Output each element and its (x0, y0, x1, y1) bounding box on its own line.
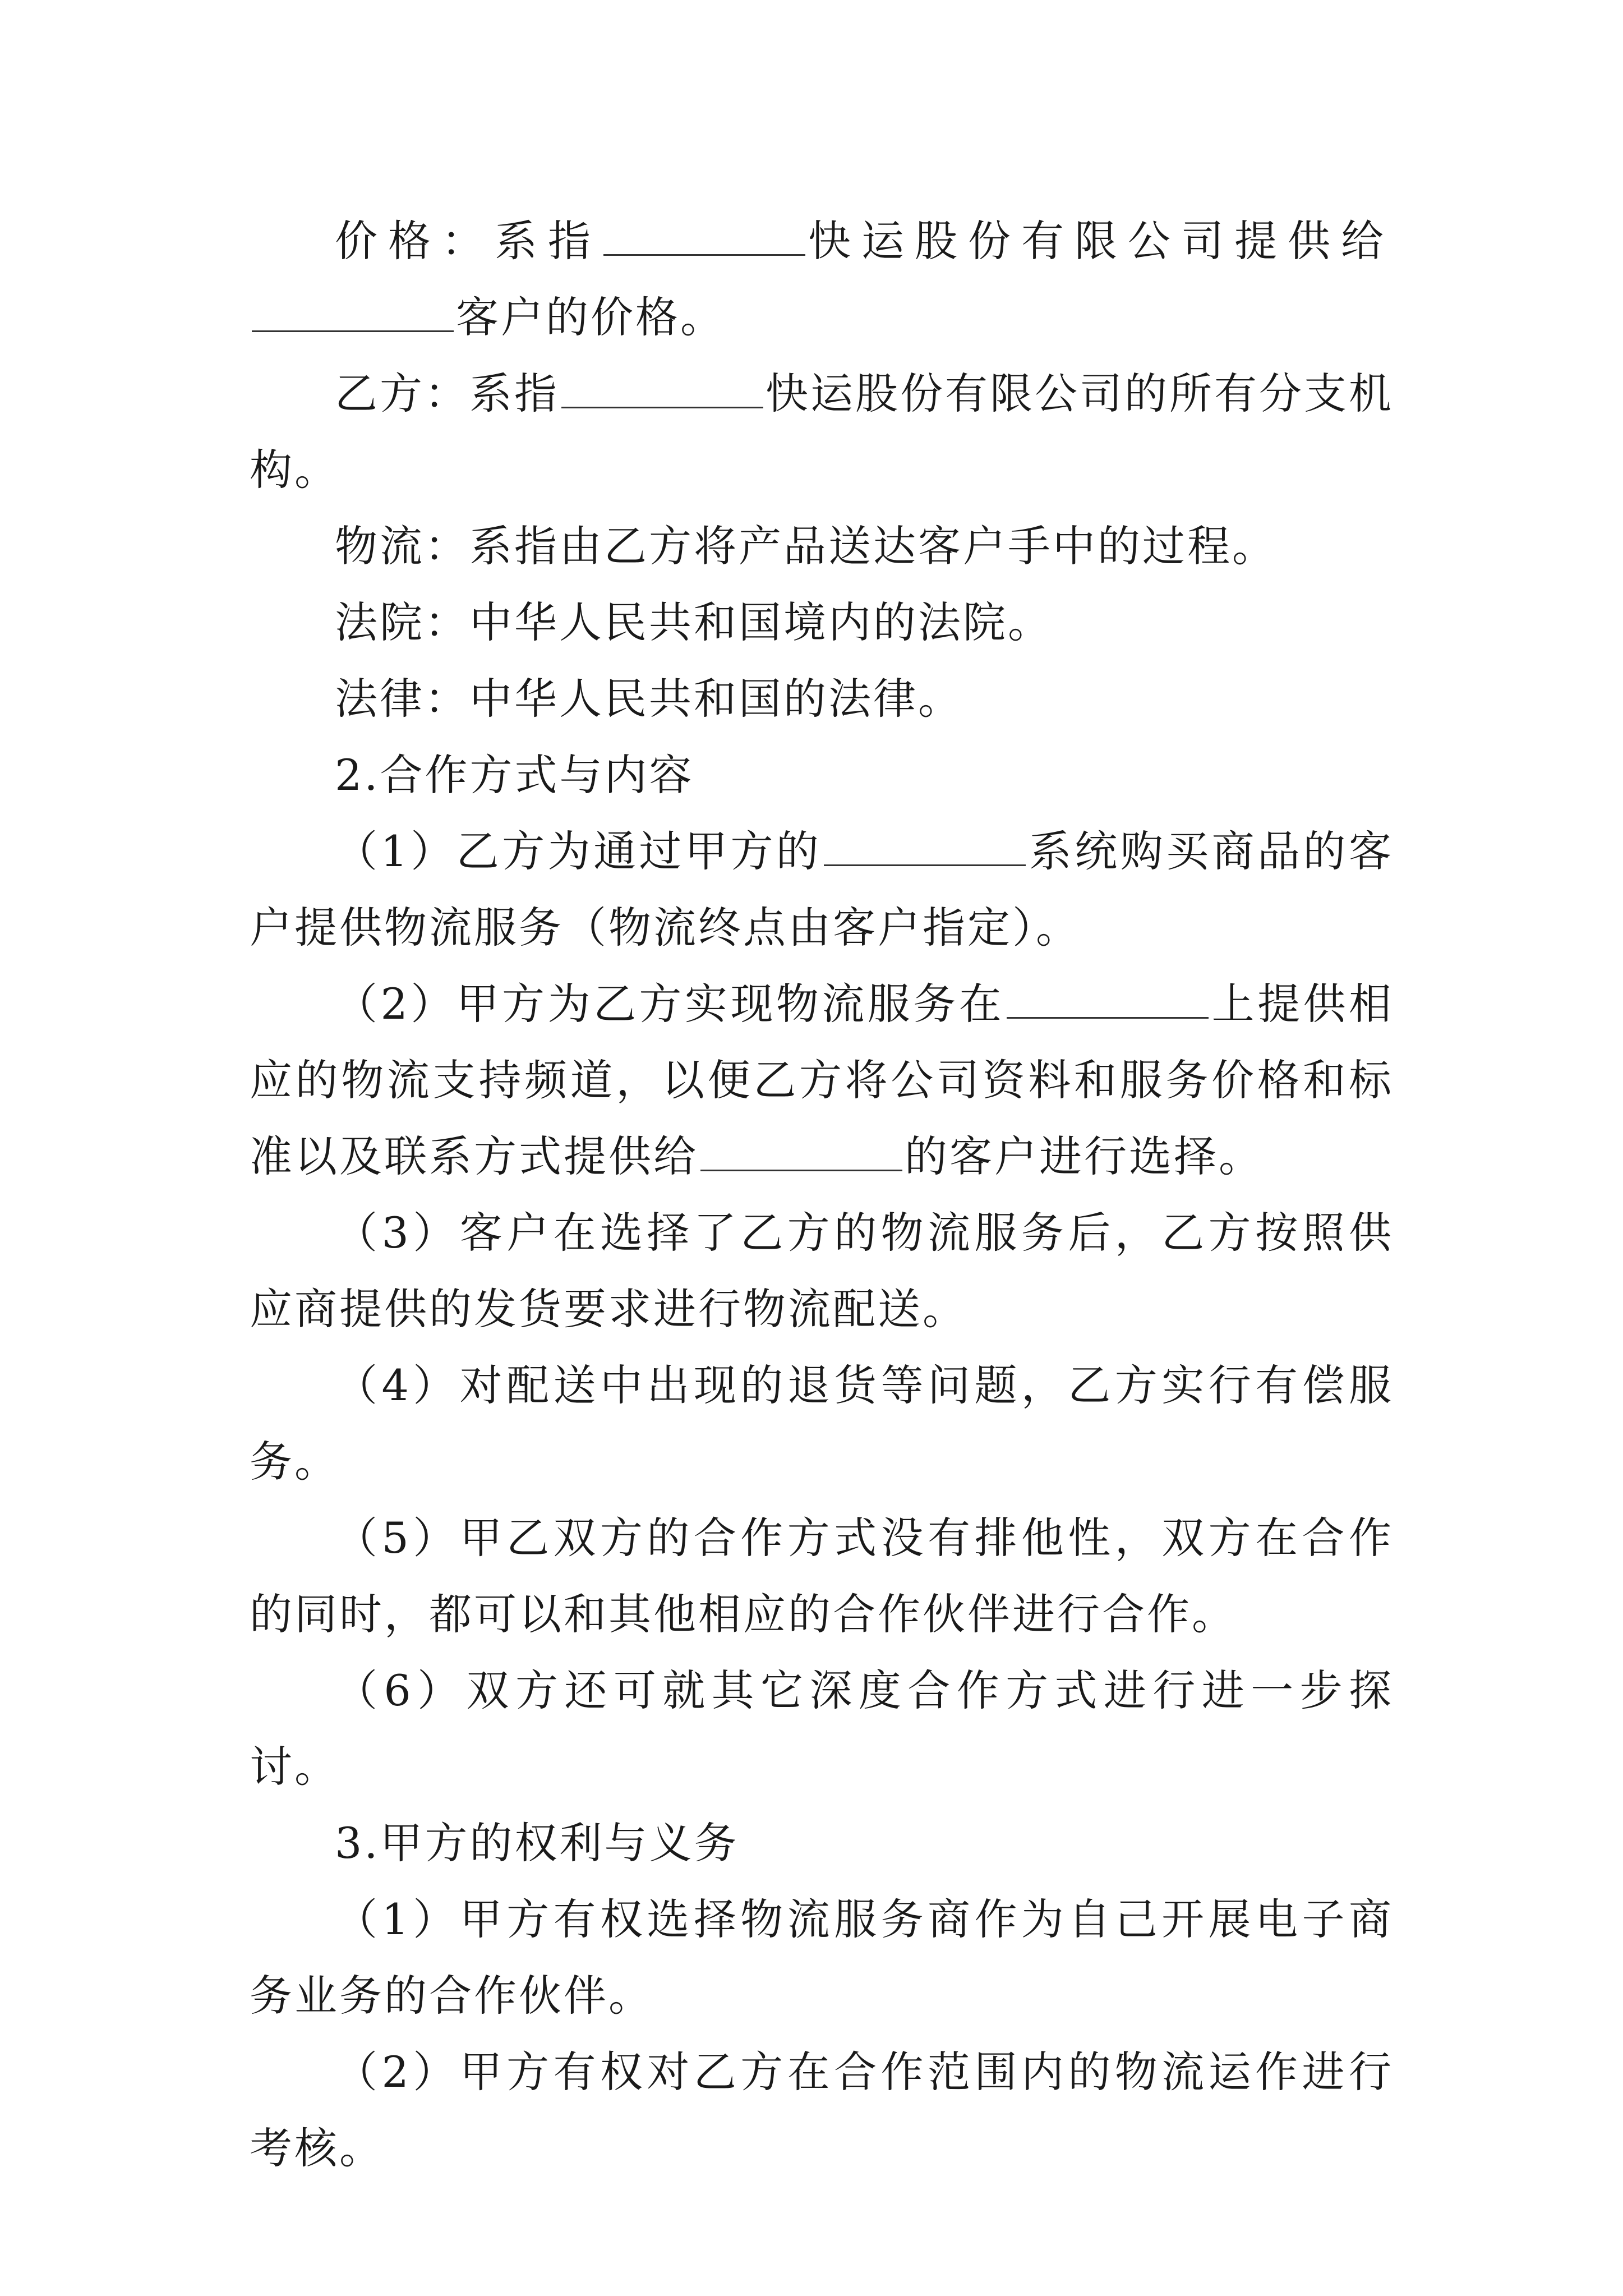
clause-2-2-mid: 上提供相应的物流支持频道，以便乙方将公司资料和服务价格和标准以及联系方式提供给 (250, 979, 1394, 1181)
definition-logistics: 物流：系指由乙方将产品送达客户手中的过程。 (335, 521, 1277, 571)
clause-2-1-tail: 系统购买商品的客户提供物流服务（物流终点由客户指定）。 (250, 826, 1394, 953)
clause-2-5: （5）甲乙双方的合作方式没有排他性，双方在合作的同时，都可以和其他相应的合作伙伴进行合作。 (250, 1513, 1394, 1639)
definition-price-mid: 快运股份有限公司提供给 (808, 216, 1394, 266)
fill-in-blank (824, 829, 1026, 866)
definition-price-lead: 价格：系指 (335, 216, 601, 266)
definition-law: 法律：中华人民共和国的法律。 (335, 674, 963, 724)
fill-in-blank (700, 1134, 902, 1171)
clause-2-4: （4）对配送中出现的退货等问题，乙方实行有偿服务。 (250, 1360, 1394, 1487)
fill-in-blank (561, 371, 763, 408)
clause-2-2-tail: 的客户进行选择。 (905, 1131, 1264, 1181)
fill-in-blank (603, 218, 805, 256)
section-heading-party-a: 3.甲方的权利与义务 (335, 1818, 739, 1868)
definition-party-b-tail: 快运股份有限公司的所有分支机构。 (250, 369, 1394, 495)
definition-party-b (250, 356, 1394, 508)
fill-in-blank (1007, 981, 1209, 1019)
section-heading-cooperation: 2.合作方式与内容 (335, 750, 694, 800)
definition-court: 法院：中华人民共和国境内的法院。 (335, 597, 1053, 647)
clause-2-6: （6）双方还可就其它深度合作方式进行进一步探讨。 (250, 1665, 1394, 1792)
clause-3-2: （2）甲方有权对乙方在合作范围内的物流运作进行考核。 (250, 2047, 1394, 2173)
clause-3-1: （1）甲方有权选择物流服务商作为自己开展电子商务业务的合作伙伴。 (250, 1894, 1394, 2021)
clause-2-2 (250, 966, 1394, 1195)
definition-price-tail: 客户的价格。 (456, 292, 725, 342)
clause-2-1 (250, 813, 1394, 966)
definition-price (250, 203, 1394, 356)
fill-in-blank (252, 295, 454, 332)
document-body (250, 203, 1394, 2187)
clause-2-1-lead: （1）乙方为通过甲方的 (335, 826, 822, 876)
clause-2-2-lead: （2）甲方为乙方实现物流服务在 (335, 979, 1005, 1029)
definition-party-b-lead: 乙方：系指 (335, 369, 559, 418)
clause-2-3: （3）客户在选择了乙方的物流服务后，乙方按照供应商提供的发货要求进行物流配送。 (250, 1208, 1394, 1334)
